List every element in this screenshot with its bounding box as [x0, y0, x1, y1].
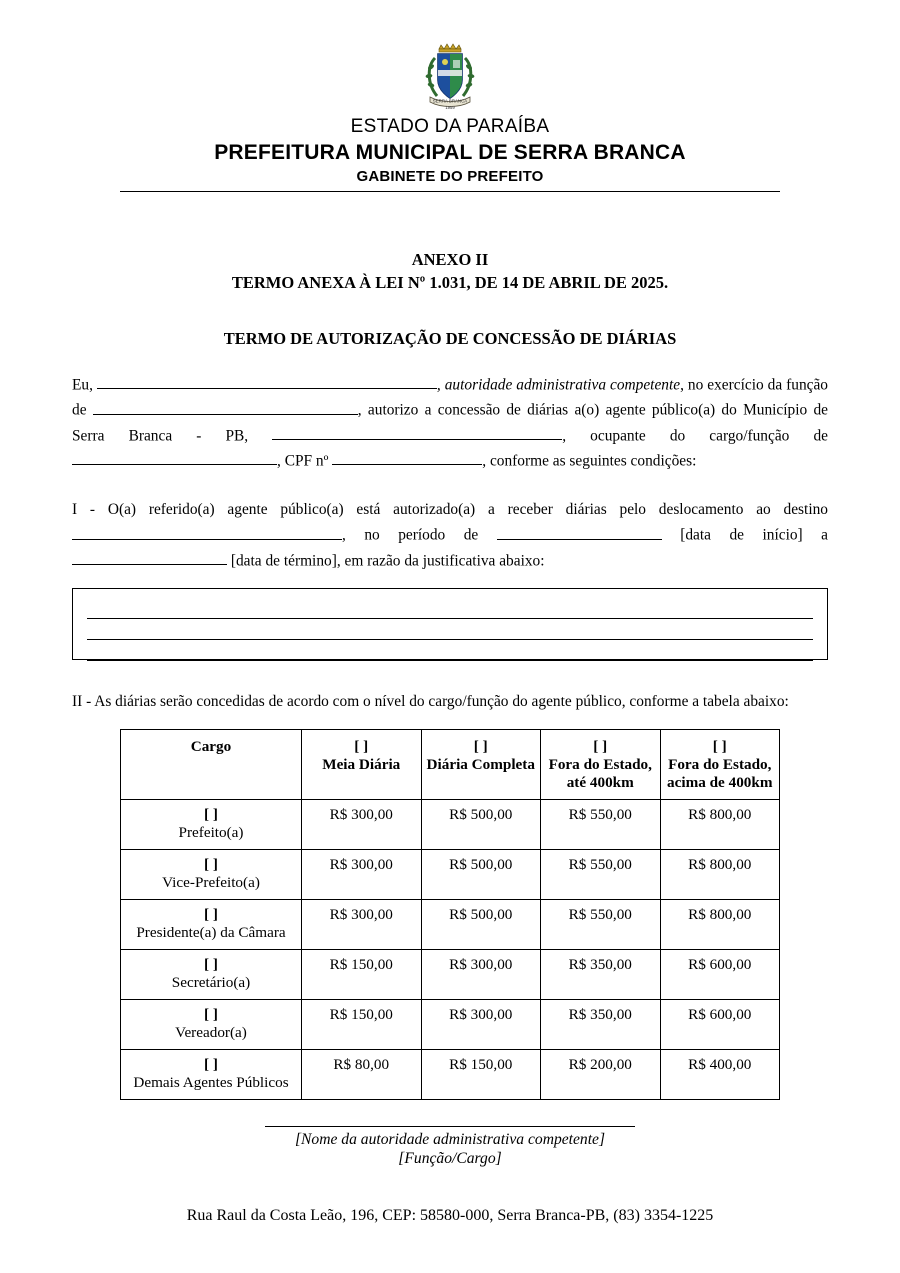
- table-header-cargo: [121, 729, 302, 799]
- table-cell-meia: R$ 80,00: [302, 1049, 422, 1099]
- p1-part-c: , no exercício da função de: [72, 376, 829, 419]
- table-row: [121, 999, 780, 1049]
- table-cell-meia: R$ 300,00: [302, 799, 422, 849]
- table-cell-completa: R$ 500,00: [421, 899, 541, 949]
- signature-role: [Função/Cargo]: [398, 1149, 502, 1167]
- table-cell-ate400: R$ 350,00: [541, 999, 661, 1049]
- table-cell-ate400: R$ 550,00: [541, 899, 661, 949]
- p2-part-a: I - O(a) referido(a) agente público(a) está autorizado(a) a receber diárias pelo deslocamento ao destino: [72, 501, 828, 519]
- paragraph-item-ii: II - As diárias serão concedidas de acordo com o nível do cargo/função do agente público, conforme a tabela abaixo:: [72, 693, 789, 711]
- checkbox-cargo[interactable]: [ ]: [204, 1005, 218, 1023]
- table-cell-acima400: R$ 400,00: [660, 1049, 780, 1099]
- table-header-meia-diaria-label: Meia Diária: [322, 755, 401, 773]
- authority-function-blank[interactable]: [93, 398, 358, 414]
- agent-role-blank[interactable]: [72, 449, 277, 465]
- end-date-blank[interactable]: [72, 549, 227, 565]
- table-cell-cargo-label: Secretário(a): [171, 973, 251, 991]
- p1-part-d: , autorizo a concessão de diárias a(o) agente público(a) do Município de Serra Branca - PB,: [72, 401, 829, 445]
- table-cell-meia: R$ 150,00: [302, 949, 422, 999]
- table-cell-completa: R$ 300,00: [421, 949, 541, 999]
- table-cell-cargo-label: Vereador(a): [175, 1023, 247, 1041]
- table-cell-ate400: R$ 550,00: [541, 799, 661, 849]
- table-cell-cargo-label: Presidente(a) da Câmara: [136, 923, 286, 941]
- letterhead-state: ESTADO DA PARAÍBA: [350, 116, 550, 137]
- checkbox-cargo[interactable]: [ ]: [204, 1055, 218, 1073]
- checkbox-meia-diaria[interactable]: [ ]: [354, 737, 369, 755]
- table-header-diaria-completa-label: Diária Completa: [426, 755, 535, 773]
- svg-text:1959: 1959: [445, 105, 455, 110]
- checkbox-cargo[interactable]: [ ]: [204, 855, 218, 873]
- footer-address: Rua Raul da Costa Leão, 196, CEP: 58580-000, Serra Branca-PB, (83) 3354-1225: [186, 1207, 714, 1224]
- letterhead-department: GABINETE DO PREFEITO: [356, 168, 544, 185]
- table-cell-completa: R$ 500,00: [421, 849, 541, 899]
- p1-part-e: , ocupante do cargo/função de: [562, 427, 828, 445]
- table-header-fora-estado-acima-400: [660, 729, 780, 799]
- table-row: [121, 849, 780, 899]
- signature-line[interactable]: [265, 1126, 635, 1127]
- table-cell-cargo[interactable]: [121, 799, 302, 849]
- p2-part-d: [data de término], em razão da justificativa abaixo:: [230, 552, 545, 570]
- p2-part-b: , no período de: [342, 526, 497, 544]
- table-cell-cargo[interactable]: [121, 849, 302, 899]
- table-cell-acima400: R$ 600,00: [660, 949, 780, 999]
- table-row: [121, 1049, 780, 1099]
- table-header-cargo-label: Cargo: [190, 737, 232, 755]
- checkbox-cargo[interactable]: [ ]: [204, 955, 218, 973]
- table-cell-ate400: R$ 550,00: [541, 849, 661, 899]
- agent-name-blank[interactable]: [272, 424, 562, 440]
- header-divider: [120, 191, 780, 192]
- table-header-diaria-completa: [421, 729, 541, 799]
- start-date-blank[interactable]: [497, 523, 662, 539]
- justification-line[interactable]: [87, 643, 813, 661]
- signature-block: [72, 1126, 828, 1168]
- table-cell-cargo[interactable]: [121, 999, 302, 1049]
- table-cell-cargo[interactable]: [121, 949, 302, 999]
- signature-name: [Nome da autoridade administrativa competente]: [294, 1130, 606, 1148]
- checkbox-fora-estado-acima-400[interactable]: [ ]: [712, 737, 727, 755]
- table-cell-meia: R$ 300,00: [302, 899, 422, 949]
- table-cell-acima400: R$ 800,00: [660, 849, 780, 899]
- table-row: [121, 799, 780, 849]
- p1-part-g: , conforme as seguintes condições:: [482, 452, 697, 470]
- checkbox-cargo[interactable]: [ ]: [204, 805, 218, 823]
- table-header-fora-estado-ate-400: [541, 729, 661, 799]
- letterhead-city: PREFEITURA MUNICIPAL DE SERRA BRANCA: [214, 141, 686, 164]
- p2-part-c: [data de início] a: [680, 526, 828, 544]
- table-header-fora-estado-acima-400-label: Fora do Estado, acima de 400km: [667, 755, 773, 791]
- justification-line[interactable]: [87, 622, 813, 640]
- p1-part-a: Eu,: [72, 376, 97, 394]
- table-cell-cargo[interactable]: [121, 1049, 302, 1099]
- p1-part-b: , autoridade administrativa competente: [436, 376, 681, 394]
- diarias-table: [120, 729, 780, 1100]
- lei-reference: TERMO ANEXA À LEI Nº 1.031, DE 14 DE ABRIL DE 2025.: [231, 273, 669, 292]
- checkbox-fora-estado-ate-400[interactable]: [ ]: [593, 737, 608, 755]
- justification-line[interactable]: [87, 601, 813, 619]
- authority-name-blank[interactable]: [97, 373, 437, 389]
- cpf-blank[interactable]: [332, 449, 482, 465]
- destination-blank[interactable]: [72, 523, 342, 539]
- p1-part-f: , CPF nº: [277, 452, 333, 470]
- table-cell-cargo-label: Demais Agentes Públicos: [133, 1073, 289, 1091]
- letterhead: [72, 40, 828, 192]
- justification-box[interactable]: [72, 588, 828, 660]
- table-header-row: [121, 729, 780, 799]
- table-cell-acima400: R$ 800,00: [660, 799, 780, 849]
- table-header-meia-diaria: [302, 729, 422, 799]
- checkbox-diaria-completa[interactable]: [ ]: [473, 737, 488, 755]
- svg-text:SERRA BRANCA: SERRA BRANCA: [432, 98, 468, 104]
- table-cell-completa: R$ 150,00: [421, 1049, 541, 1099]
- table-cell-cargo-label: Prefeito(a): [178, 823, 244, 841]
- table-cell-acima400: R$ 600,00: [660, 999, 780, 1049]
- checkbox-cargo[interactable]: [ ]: [204, 905, 218, 923]
- table-cell-ate400: R$ 350,00: [541, 949, 661, 999]
- table-cell-completa: R$ 500,00: [421, 799, 541, 849]
- table-header-fora-estado-ate-400-label: Fora do Estado, até 400km: [548, 755, 652, 791]
- coat-of-arms-icon: [421, 40, 479, 114]
- table-row: [121, 899, 780, 949]
- paragraph-authority: [72, 373, 828, 474]
- table-cell-completa: R$ 300,00: [421, 999, 541, 1049]
- table-cell-acima400: R$ 800,00: [660, 899, 780, 949]
- table-cell-meia: R$ 150,00: [302, 999, 422, 1049]
- paragraph-item-i: [72, 498, 828, 574]
- table-cell-ate400: R$ 200,00: [541, 1049, 661, 1099]
- table-cell-meia: R$ 300,00: [302, 849, 422, 899]
- table-cell-cargo-label: Vice-Prefeito(a): [162, 873, 260, 891]
- table-row: [121, 949, 780, 999]
- anexo-title: ANEXO II: [411, 250, 489, 269]
- document-title: TERMO DE AUTORIZAÇÃO DE CONCESSÃO DE DIÁRIAS: [223, 329, 677, 348]
- table-cell-cargo[interactable]: [121, 899, 302, 949]
